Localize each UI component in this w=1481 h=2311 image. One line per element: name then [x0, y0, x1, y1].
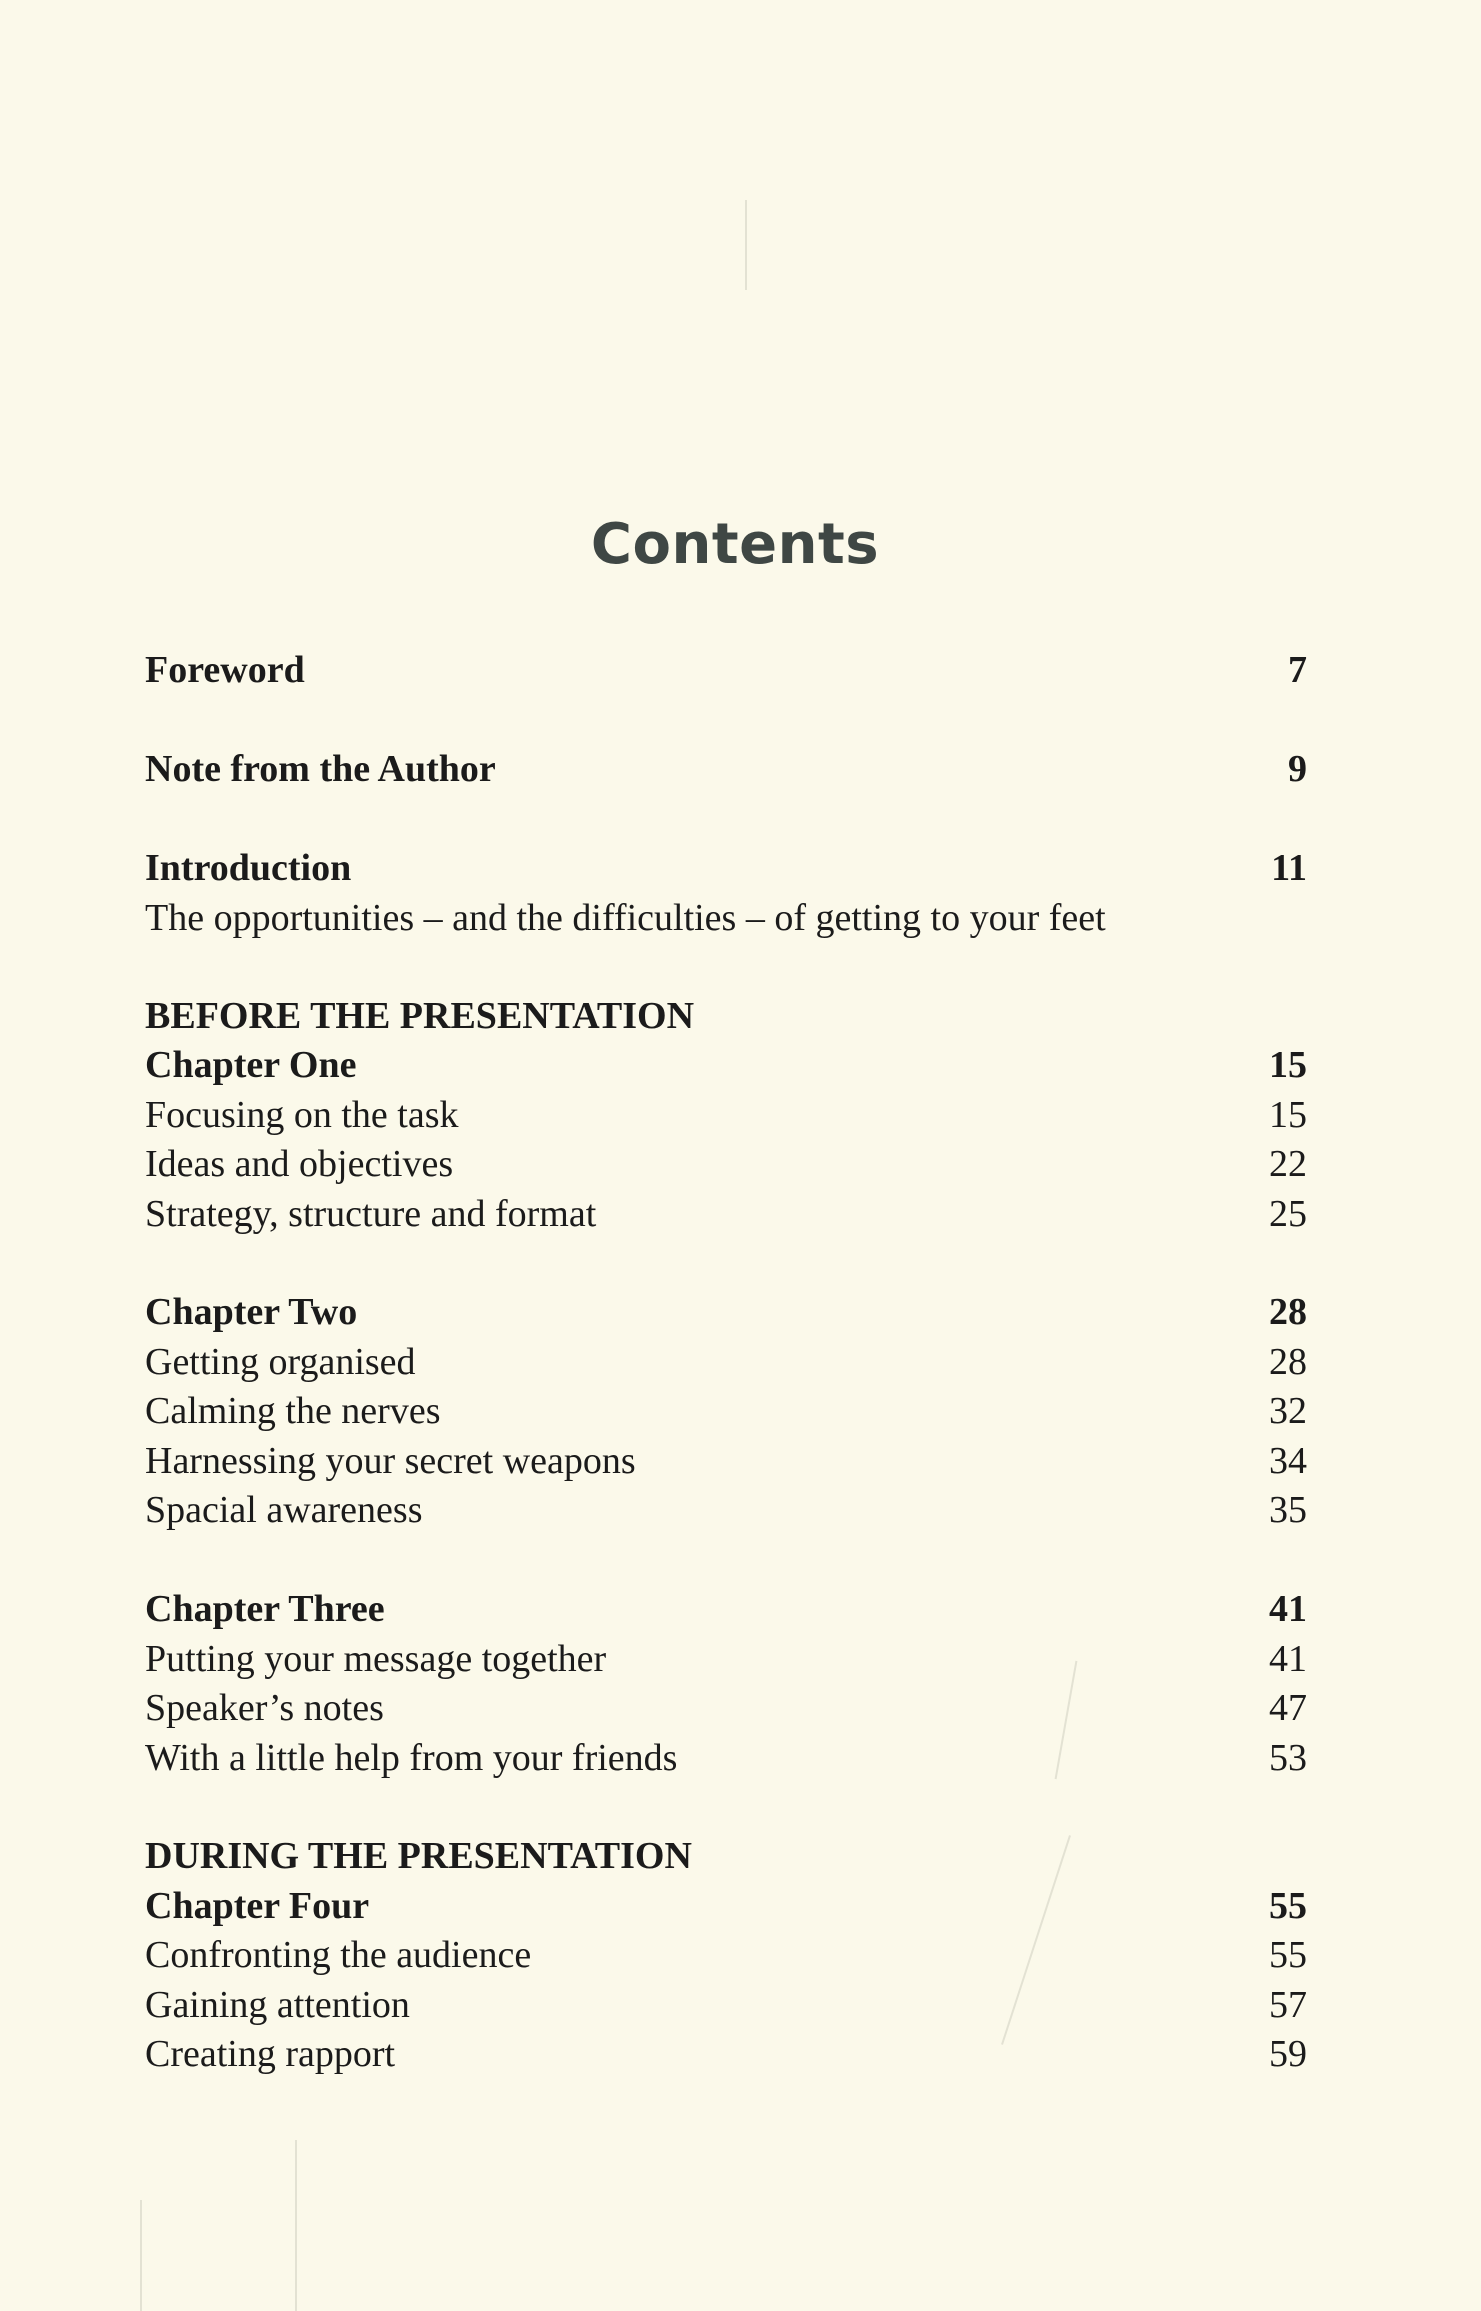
toc-entry-page: 15	[1269, 1044, 1307, 1086]
scan-artifact	[745, 200, 747, 290]
toc-entry-introduction	[145, 843, 1307, 893]
toc-entry-page: 41	[1269, 1638, 1307, 1680]
toc-entry-page: 47	[1269, 1687, 1307, 1729]
toc-entry-label: Chapter Three	[145, 1588, 385, 1630]
toc-section-label: DURING THE PRESENTATION	[145, 1835, 692, 1877]
toc-entry-label: The opportunities – and the difficulties – of getting to your feet	[145, 897, 1106, 939]
toc-entry-page: 28	[1269, 1341, 1307, 1383]
toc-entry-page: 9	[1288, 748, 1307, 790]
toc-entry-page: 7	[1288, 649, 1307, 691]
toc-entry-page: 22	[1269, 1143, 1307, 1185]
toc-entry-page: 35	[1269, 1489, 1307, 1531]
toc-entry-label: Foreword	[145, 649, 305, 691]
page-title: Contents	[590, 512, 880, 577]
toc-entry-label: Introduction	[145, 847, 352, 889]
toc-entry-label: Harnessing your secret weapons	[145, 1440, 636, 1482]
toc-entry	[145, 2029, 1307, 2079]
toc-entry	[145, 1189, 1307, 1239]
toc-entry-label: Chapter Four	[145, 1885, 370, 1927]
toc-entry	[145, 1337, 1307, 1387]
toc-entry-label: Note from the Author	[145, 748, 496, 790]
toc-entry-label: Strategy, structure and format	[145, 1193, 597, 1235]
toc-entry-page: 32	[1269, 1390, 1307, 1432]
toc-entry-label: Gaining attention	[145, 1984, 410, 2026]
toc-entry-page: 55	[1269, 1934, 1307, 1976]
toc-entry-label: Putting your message together	[145, 1638, 607, 1680]
toc-entry-page: 41	[1269, 1588, 1307, 1630]
toc-entry	[145, 1683, 1307, 1733]
toc-entry-page: 55	[1269, 1885, 1307, 1927]
toc-entry	[145, 1634, 1307, 1684]
toc-entry	[145, 1139, 1307, 1189]
toc-entry	[145, 1485, 1307, 1535]
toc-entry-label: Chapter Two	[145, 1291, 358, 1333]
toc-entry	[145, 1436, 1307, 1486]
toc-entry-page: 11	[1271, 847, 1307, 889]
toc-entry-label: Spacial awareness	[145, 1489, 423, 1531]
toc-section-label: BEFORE THE PRESENTATION	[145, 995, 695, 1037]
toc-entry	[145, 1930, 1307, 1980]
toc-entry-introduction-subtitle	[145, 893, 1307, 943]
toc-section-before-presentation	[145, 991, 1307, 1041]
toc-entry	[145, 1090, 1307, 1140]
toc-chapter-three	[145, 1584, 1307, 1634]
toc-entry-label: Confronting the audience	[145, 1934, 532, 1976]
toc-entry-label: Ideas and objectives	[145, 1143, 454, 1185]
scan-artifact	[140, 2200, 142, 2311]
toc-entry-label: Focusing on the task	[145, 1094, 459, 1136]
toc-entry-page: 25	[1269, 1193, 1307, 1235]
toc-entry-label: With a little help from your friends	[145, 1737, 678, 1779]
toc-entry-page: 53	[1269, 1737, 1307, 1779]
toc-entry-page: 34	[1269, 1440, 1307, 1482]
toc-chapter-one	[145, 1040, 1307, 1090]
toc-entry	[145, 1386, 1307, 1436]
toc-entry-label: Chapter One	[145, 1044, 357, 1086]
toc-entry-page: 28	[1269, 1291, 1307, 1333]
toc-entry-page: 57	[1269, 1984, 1307, 2026]
toc-entry-foreword	[145, 645, 1307, 695]
toc-chapter-two	[145, 1287, 1307, 1337]
toc-section-during-presentation	[145, 1831, 1307, 1881]
toc-chapter-four	[145, 1881, 1307, 1931]
toc-entry-label: Creating rapport	[145, 2033, 396, 2075]
scan-artifact	[295, 2140, 297, 2311]
toc-entry-page: 59	[1269, 2033, 1307, 2075]
toc-entry-label: Getting organised	[145, 1341, 416, 1383]
toc-entry-page: 15	[1269, 1094, 1307, 1136]
toc-entry-note-from-author	[145, 744, 1307, 794]
toc-entry	[145, 1733, 1307, 1783]
toc-entry	[145, 1980, 1307, 2030]
toc-entry-label: Calming the nerves	[145, 1390, 441, 1432]
toc-entry-label: Speaker’s notes	[145, 1687, 384, 1729]
